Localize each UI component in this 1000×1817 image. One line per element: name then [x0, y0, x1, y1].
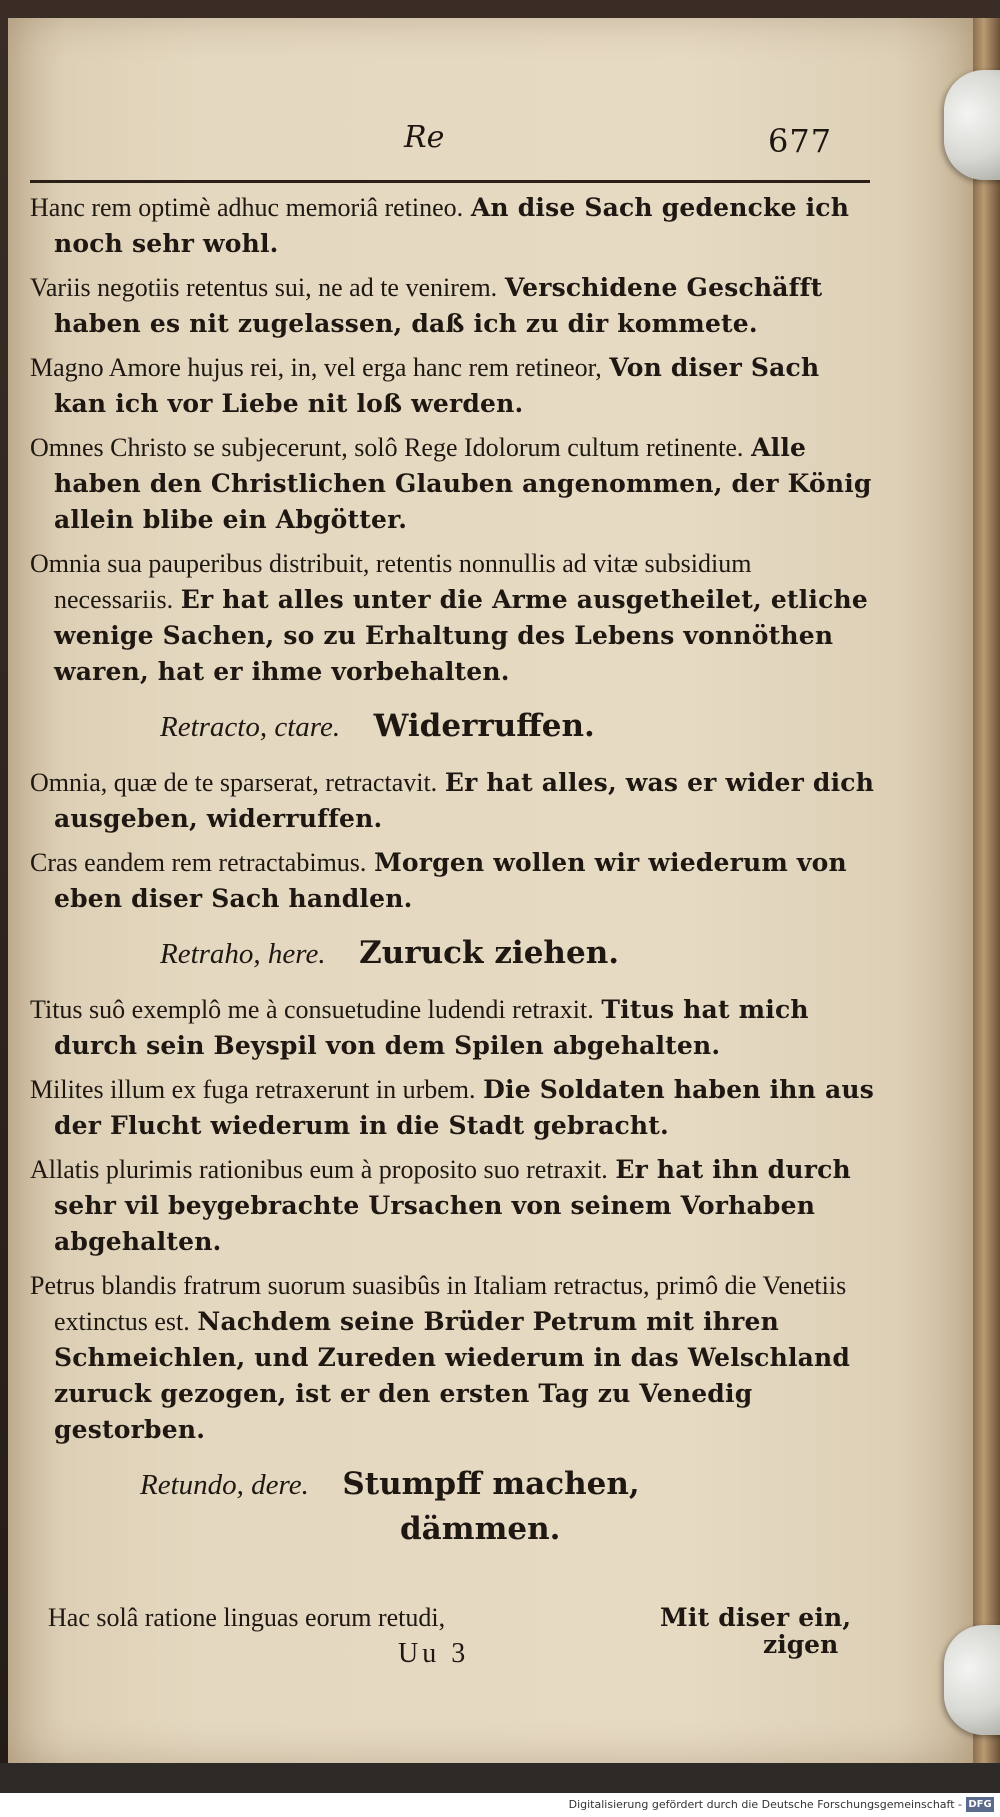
- german-translation: Er hat ihn durch sehr vil beygebrachte Ursachen von seinem Vorhaben abgehalten.: [54, 1155, 851, 1256]
- entry: [30, 992, 875, 1064]
- german-translation: Von diser Sach kan ich vor Liebe nit loß werden.: [54, 353, 820, 418]
- headword-latin: Retundo, dere.: [140, 1469, 309, 1501]
- headword-german-continued: dämmen.: [400, 1511, 561, 1547]
- headword-german: Stumpff machen,: [342, 1466, 640, 1502]
- page-number: 677: [768, 122, 833, 160]
- funding-credit: Digitalisierung gefördert durch die Deutsche Forschungsgemeinschaft -: [568, 1798, 962, 1811]
- german-translation: An dise Sach gedencke ich noch sehr wohl.: [54, 193, 850, 258]
- headword-latin: Retracto, ctare.: [160, 711, 341, 743]
- entry-last: [48, 1603, 878, 1633]
- german-translation: Verschidene Geschäfft haben es nit zugelassen, daß ich zu dir kommete.: [54, 273, 823, 338]
- headword-latin: Retraho, here.: [160, 938, 326, 970]
- latin-phrase: Cras eandem rem retractabimus.: [30, 848, 367, 877]
- book-page: [8, 18, 973, 1763]
- latin-phrase: Hac solâ ratione linguas eorum retudi,: [48, 1603, 446, 1632]
- headword-retundo: [30, 1462, 875, 1551]
- latin-phrase: Titus suô exemplô me à consuetudine ludendi retraxit.: [30, 995, 594, 1024]
- german-translation: Mit diser ein,: [660, 1603, 852, 1632]
- german-translation: Er hat alles, was er wider dich ausgeben, widerruffen.: [54, 768, 875, 833]
- entry: [30, 1268, 875, 1448]
- footer-bar: [0, 1793, 1000, 1817]
- latin-phrase: Petrus blandis fratrum suorum suasibûs in Italiam retractus, primô die Venetiis extinctus est.: [30, 1271, 847, 1336]
- latin-phrase: Hanc rem optimè adhuc memoriâ retineo.: [30, 193, 464, 222]
- german-translation: Alle haben den Christlichen Glauben angenommen, der König allein blibe ein Abgötter.: [54, 433, 872, 534]
- german-translation: Nachdem seine Brüder Petrum mit ihren Schmeichlen, und Zureden wiederum in das Welschland zuruck gezogen, ist er den ersten Tag zu Venedig gestorben.: [54, 1307, 851, 1444]
- latin-phrase: Omnia, quæ de te sparserat, retractavit.: [30, 768, 438, 797]
- entry: [30, 765, 875, 837]
- entry: [30, 845, 875, 917]
- running-head: Re: [404, 120, 445, 155]
- entry: [30, 1072, 875, 1144]
- german-translation: Morgen wollen wir wiederum von eben diser Sach handlen.: [54, 848, 847, 913]
- book-clip-icon: [944, 70, 1000, 180]
- latin-phrase: Variis negotiis retentus sui, ne ad te venirem.: [30, 273, 498, 302]
- latin-phrase: Milites illum ex fuga retraxerunt in urbem.: [30, 1075, 476, 1104]
- latin-phrase: Allatis plurimis rationibus eum à proposito suo retraxit.: [30, 1155, 608, 1184]
- headword-retraho: [30, 931, 875, 976]
- german-translation: Titus hat mich durch sein Beyspil von dem Spilen abgehalten.: [54, 995, 809, 1060]
- german-translation: Er hat alles unter die Arme ausgetheilet, etliche wenige Sachen, so zu Erhaltung des Lebens vonnöthen waren, hat er ihme vorbehalten.: [54, 585, 868, 686]
- header-rule: [30, 180, 870, 183]
- entry: [30, 350, 875, 422]
- entry: [30, 270, 875, 342]
- catchword: zigen: [763, 1630, 839, 1659]
- page-edge: [973, 18, 1000, 1763]
- entry: [30, 1152, 875, 1260]
- entry: [30, 190, 875, 262]
- headword-retracto: [30, 704, 875, 749]
- entry: [30, 430, 875, 538]
- page-header: [8, 120, 973, 170]
- latin-phrase: Omnia sua pauperibus distribuit, retentis nonnullis ad vitæ subsidium necessariis.: [30, 549, 752, 614]
- dfg-logo: DFG: [966, 1797, 994, 1812]
- dictionary-text: [30, 190, 875, 1567]
- latin-phrase: Magno Amore hujus rei, in, vel erga hanc rem retineor,: [30, 353, 602, 382]
- entry: [30, 546, 875, 690]
- scan-border: [0, 1763, 1000, 1793]
- signature-mark: Uu 3: [398, 1638, 470, 1669]
- german-translation: Die Soldaten haben ihn aus der Flucht wiederum in die Stadt gebracht.: [54, 1075, 875, 1140]
- headword-german: Widerruffen.: [373, 708, 595, 744]
- book-clip-icon: [944, 1625, 1000, 1735]
- headword-german: Zuruck ziehen.: [359, 935, 620, 971]
- latin-phrase: Omnes Christo se subjecerunt, solô Rege Idolorum cultum retinente.: [30, 433, 744, 462]
